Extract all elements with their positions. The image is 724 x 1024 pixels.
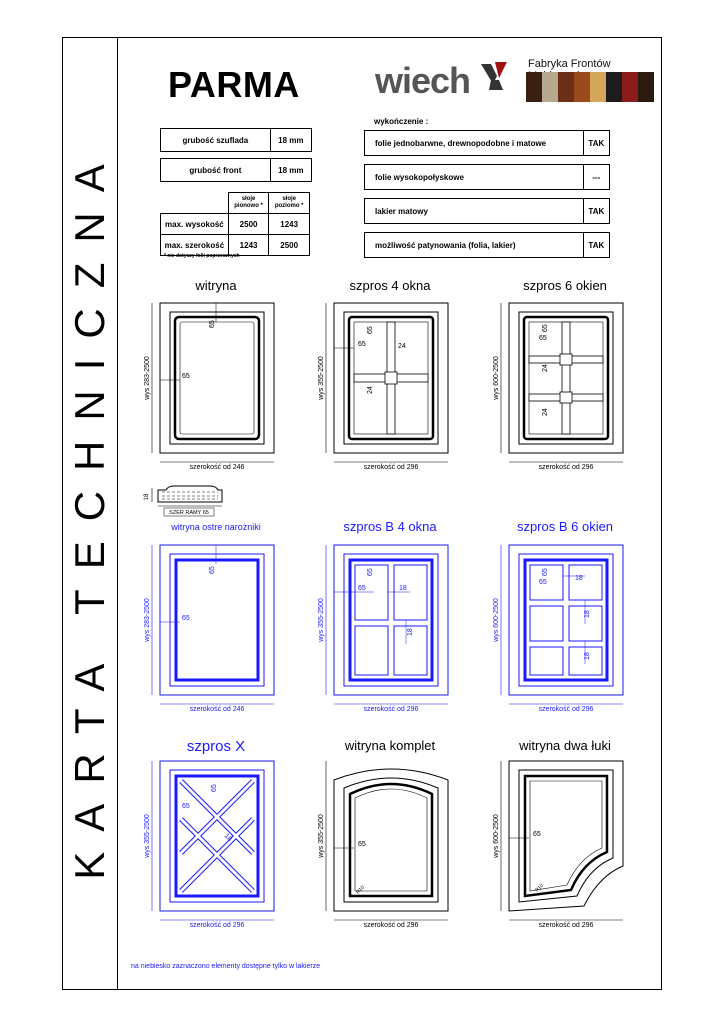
table-row [161,129,312,152]
frame-dimension: 65 [542,324,549,332]
footnote: na niebiesko zaznaczono elementy dostępne tylko w lakierze [131,963,321,970]
height-label: wys 355-2500 [144,814,151,858]
finish-label: folie jednobarwne, drewnopodobne i matowe [365,131,584,156]
frame-dimension: 65 [533,831,541,838]
max-size-table [160,192,310,256]
profile-dimension: 18 [144,493,150,501]
finish-table [364,130,610,258]
table-row [365,233,610,258]
finish-value: TAK [583,233,609,258]
company-logo [365,56,655,104]
height-label: wys 355-2500 [318,356,325,400]
frame-dimension: 65 [367,326,374,334]
grain-note: * nie dotyczy folii poprzecznych [164,253,240,259]
witryna-komplet-drawing [314,756,454,932]
frame-dimension: 65 [542,568,549,576]
spec-label: grubość szuflada [161,129,271,152]
cell-value: 1243 [269,214,310,235]
drawing-title: szpros B 6 okien [516,519,614,534]
drawing-title: witryna komplet [344,738,436,753]
finish-value: TAK [583,199,609,224]
bar-dimension: 18 [399,585,407,592]
drawing-title: witryna [195,278,237,293]
row-label: max. wysokość [161,214,229,235]
vertical-title: KARTA TECHNICZNA [66,144,113,880]
logo-mark-icon [477,58,511,92]
drawing-title: szpros X [186,738,246,755]
cell-value: 1243 [228,235,269,256]
height-label: wys 355-2500 [318,598,325,642]
drawing-title: szpros 6 okien [523,278,607,293]
frame-dimension: 65 [182,803,190,810]
radius-label: R10 [534,882,545,894]
thickness-table [160,128,312,182]
col-horizontal-grain: słoje poziomo * [269,193,310,214]
table-row [365,199,610,224]
height-label: wys 600-2500 [493,814,500,858]
logo-subtitle: Fabryka Frontów [528,58,611,70]
bar-dimension: 18 [407,628,414,636]
finish-heading: wykończenie : [374,117,429,126]
finish-label: folie wysokopołyskowe [365,165,584,190]
bar-dimension: 18 [584,610,591,618]
radius-label: R10 [355,884,366,896]
cell-value: 2500 [269,235,310,256]
table-row [161,214,310,235]
finish-label: możliwość patynowania (folia, lakier) [365,233,584,258]
cell-value: 2500 [228,214,269,235]
table-row [161,159,312,182]
row-label: max. szerokość [161,235,229,256]
width-label: szerokość od 296 [538,706,594,713]
width-label: szerokość od 296 [538,464,594,471]
table-row [365,165,610,190]
szpros-6-okien-drawing [489,298,629,472]
product-title: PARMA [168,64,300,105]
finish-value: TAK [583,131,609,156]
drawing-title: witryna dwa łuki [519,738,611,753]
frame-dimension: 65 [358,585,366,592]
frame-dimension: 65 [209,320,216,328]
bar-dimension: 24 [542,408,549,416]
height-label: wys 600-2500 [493,598,500,642]
height-label: wys 355-2500 [318,814,325,858]
logo-word: wiech [375,60,471,101]
frame-dimension: 65 [539,335,547,342]
witryna-drawing [140,298,280,472]
logo-swatches [526,72,654,102]
drawing-title: szpros 4 okna [349,278,431,293]
width-label: szerokość od 296 [363,922,419,929]
szpros-b-6-okien-drawing [489,540,629,715]
spec-label: grubość front [161,159,271,182]
bar-dimension: 24 [398,343,406,350]
width-label: szerokość od 296 [538,922,594,929]
height-label: wys 283-2500 [144,598,151,642]
bar-dimension: 18 [584,652,591,660]
frame-dimension: 65 [211,784,218,792]
profile-label: SZER RAMY 65 [169,510,209,516]
finish-value: --- [583,165,609,190]
frame-profile-drawing [140,484,240,520]
frame-dimension: 65 [358,841,366,848]
bar-dimension: 24 [542,364,549,372]
table-row [365,131,610,156]
frame-dimension: 65 [209,566,216,574]
table-header-row [161,193,310,214]
frame-dimension: 65 [358,341,366,348]
bar-dimension: 18 [575,575,583,582]
witryna-dwa-luki-drawing [489,756,629,932]
width-label: szerokość od 246 [189,464,245,471]
bar-dimension: 24 [367,386,374,394]
frame-dimension: 65 [539,579,547,586]
width-label: szerokość od 296 [363,464,419,471]
spec-value: 18 mm [270,159,311,182]
height-label: wys 600-2500 [493,356,500,400]
frame-dimension: 65 [182,615,190,622]
col-vertical-grain: słoje pionowo * [228,193,269,214]
drawing-title: witryna ostre narożniki [171,522,261,532]
height-label: wys 283-2500 [144,356,151,400]
szpros-b-4-okna-drawing [314,540,454,715]
bar-dimension: 18 [222,832,234,843]
witryna-ostre-drawing [140,540,280,715]
szpros-x-drawing [140,756,280,932]
frame-dimension: 65 [367,568,374,576]
finish-label: lakier matowy [365,199,584,224]
width-label: szerokość od 296 [189,922,245,929]
sheet-divider [117,37,118,989]
width-label: szerokość od 296 [363,706,419,713]
drawing-title: szpros B 4 okna [343,519,437,534]
frame-dimension: 65 [182,373,190,380]
szpros-4-okna-drawing [314,298,454,472]
spec-value: 18 mm [270,129,311,152]
width-label: szerokość od 246 [189,706,245,713]
